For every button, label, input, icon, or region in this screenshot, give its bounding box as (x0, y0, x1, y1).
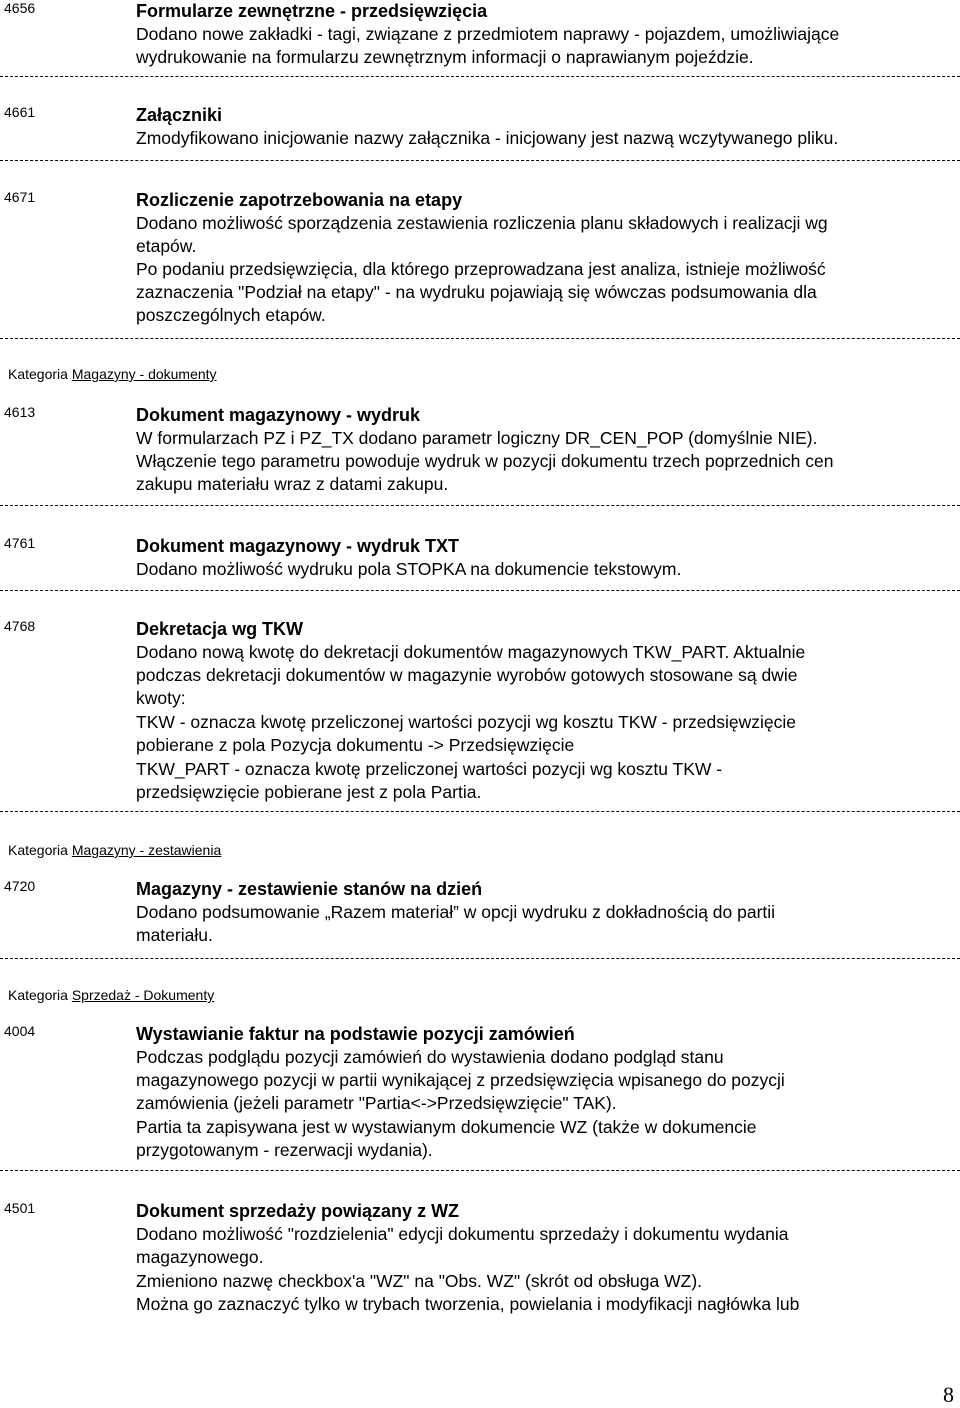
entry-text-line: Po podaniu przedsięwzięcia, dla którego przeprowadzana jest analiza, istnieje możliwość (136, 259, 826, 279)
entry-text-line: przedsięwzięcie pobierane jest z pola Partia. (136, 782, 482, 802)
category-link[interactable]: Sprzedaż - Dokumenty (71, 987, 215, 1003)
entry-title: Magazyny - zestawienie stanów na dzień (136, 879, 483, 899)
separator (0, 505, 960, 506)
category-prefix: Kategoria (8, 366, 68, 382)
entry-text-line: Dodano nowe zakładki - tagi, związane z przedmiotem naprawy - pojazdem, umożliwiające (136, 24, 840, 44)
entry-title: Wystawianie faktur na podstawie pozycji zamówień (136, 1024, 575, 1044)
entry-text-line: zakupu materiału wraz z datami zakupu. (136, 474, 449, 494)
entry-text-line: Dodano możliwość "rozdzielenia" edycji dokumentu sprzedaży i dokumentu wydania (136, 1224, 789, 1244)
entry-title: Rozliczenie zapotrzebowania na etapy (136, 190, 463, 210)
separator (0, 811, 960, 812)
entry-text-line: Można go zaznaczyć tylko w trybach tworzenia, powielania i modyfikacji nagłówka lub (136, 1294, 800, 1314)
entry-text-line: podczas dekretacji dokumentów w magazynie wyrobów gotowych stosowane są dwie (136, 665, 798, 685)
entry-title: Załączniki (136, 105, 223, 125)
entry-number: 4720 (4, 878, 36, 894)
entry-text-line: kwoty: (136, 688, 186, 708)
entry-text-line: TKW_PART - oznacza kwotę przeliczonej wartości pozycji wg kosztu TKW - (136, 759, 723, 779)
page-number: 8 (943, 1382, 954, 1407)
entry-number: 4004 (4, 1023, 36, 1039)
category-prefix: Kategoria (8, 842, 68, 858)
entry-text-line: Podczas podglądu pozycji zamówień do wystawienia dodano podgląd stanu (136, 1047, 724, 1067)
category-heading (8, 366, 217, 382)
entry-text-line: zamówienia (jeżeli parametr "Partia<->Przedsięwzięcie" TAK). (136, 1093, 617, 1113)
separator (0, 76, 960, 77)
entry-text-line: etapów. (136, 236, 197, 256)
separator (0, 958, 960, 959)
entry-text-line: Zmieniono nazwę checkbox'a "WZ" na "Obs. WZ" (skrót od obsługa WZ). (136, 1271, 703, 1291)
entry-text-line: Zmodyfikowano inicjowanie nazwy załącznika - inicjowany jest nazwą wczytywanego pliku. (136, 128, 839, 148)
entry-text-line: magazynowego pozycji w partii wynikającej z przedsięwzięcia wpisanego do pozycji (136, 1070, 785, 1090)
entry-text-line: W formularzach PZ i PZ_TX dodano parametr logiczny DR_CEN_POP (domyślnie NIE). (136, 428, 818, 448)
entry-text-line: Dodano możliwość wydruku pola STOPKA na dokumencie tekstowym. (136, 559, 682, 579)
entry-text-line: Partia ta zapisywana jest w wystawianym dokumencie WZ (także w dokumencie (136, 1117, 757, 1137)
category-heading (8, 842, 221, 858)
entry-text-line: zaznaczenia "Podział na etapy" - na wydruku pojawiają się wówczas podsumowania dla (136, 282, 817, 302)
entry-number: 4761 (4, 535, 36, 551)
entry-text-line: pobierane z pola Pozycja dokumentu -> Przedsięwzięcie (136, 735, 575, 755)
entry-title: Dokument magazynowy - wydruk (136, 405, 421, 425)
entry-text-line: TKW - oznacza kwotę przeliczonej wartości pozycji wg kosztu TKW - przedsięwzięcie (136, 712, 797, 732)
category-prefix: Kategoria (8, 987, 68, 1003)
entry-title: Formularze zewnętrzne - przedsięwzięcia (136, 1, 488, 21)
entry-number: 4768 (4, 618, 36, 634)
separator (0, 1170, 960, 1171)
entry-text-line: poszczególnych etapów. (136, 305, 326, 325)
separator (0, 160, 960, 161)
entry-number: 4656 (4, 0, 36, 16)
entry-text-line: przygotowanym - rezerwacji wydania). (136, 1140, 433, 1160)
separator (0, 338, 960, 339)
entry-text-line: Dodano możliwość sporządzenia zestawienia rozliczenia planu składowych i realizacji wg (136, 213, 828, 233)
entry-number: 4613 (4, 404, 36, 420)
entry-number: 4671 (4, 189, 36, 205)
entry-text-line: Dodano nową kwotę do dekretacji dokumentów magazynowych TKW_PART. Aktualnie (136, 642, 806, 662)
category-heading (8, 987, 214, 1003)
entry-text-line: magazynowego. (136, 1247, 264, 1267)
category-link[interactable]: Magazyny - zestawienia (71, 842, 222, 858)
entry-text-line: wydrukowanie na formularzu zewnętrznym informacji o naprawianym pojeździe. (136, 47, 754, 67)
category-link[interactable]: Magazyny - dokumenty (71, 366, 217, 382)
entry-title: Dokument sprzedaży powiązany z WZ (136, 1201, 460, 1221)
entry-text-line: materiału. (136, 925, 213, 945)
entry-number: 4501 (4, 1200, 36, 1216)
entry-number: 4661 (4, 104, 36, 120)
entry-text-line: Dodano podsumowanie „Razem materiał” w opcji wydruku z dokładnością do partii (136, 902, 776, 922)
separator (0, 590, 960, 591)
entry-title: Dokument magazynowy - wydruk TXT (136, 536, 460, 556)
entry-text-line: Włączenie tego parametru powoduje wydruk w pozycji dokumentu trzech poprzednich cen (136, 451, 834, 471)
entry-title: Dekretacja wg TKW (136, 619, 304, 639)
